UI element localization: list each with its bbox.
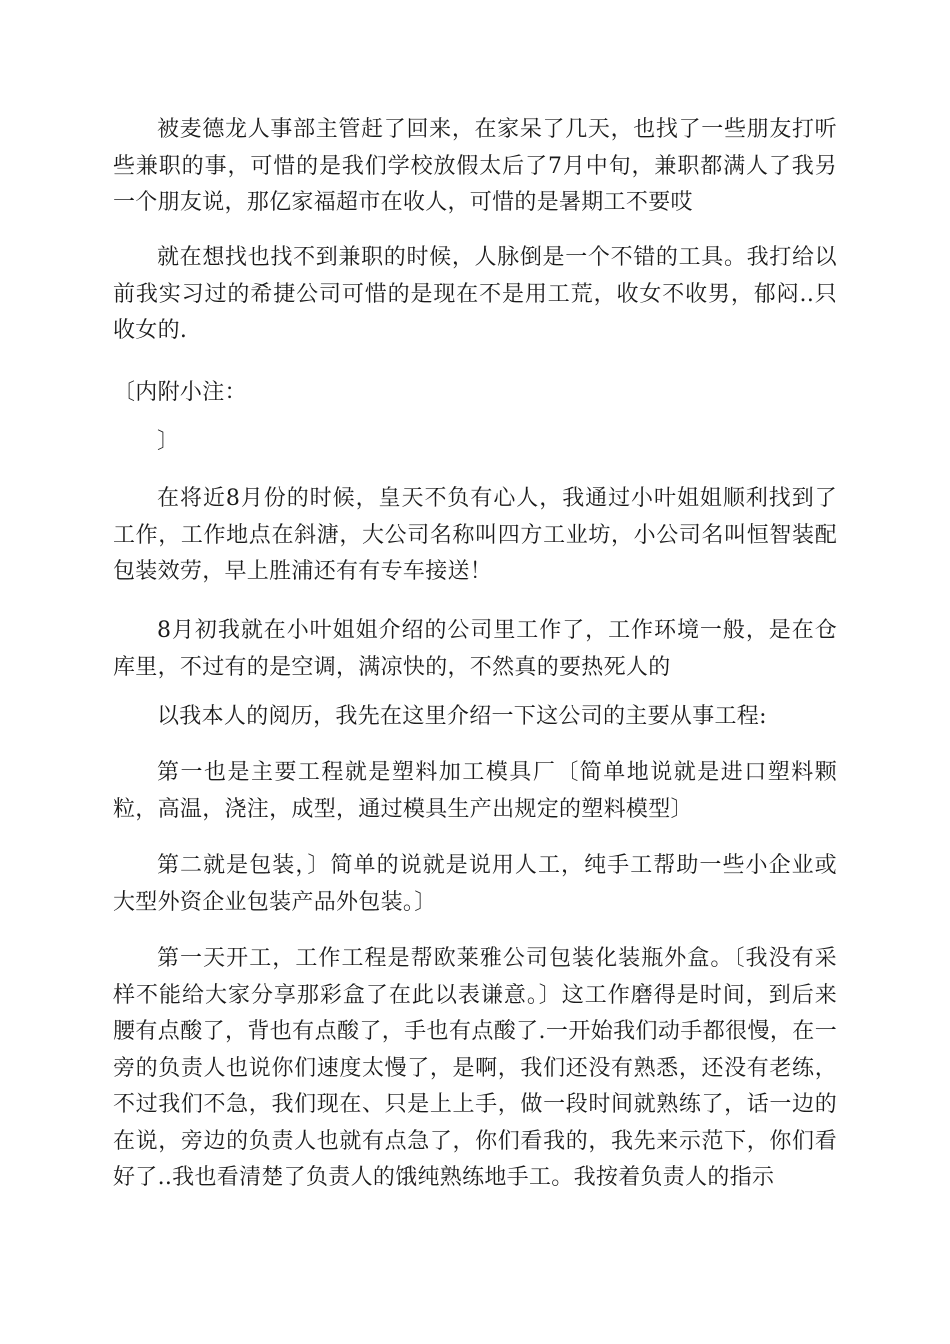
paragraph-2: 就在想找也找不到兼职的时候，人脉倒是一个不错的工具。我打给以前我实习过的希捷公司可惜的是现在不是用工荒，收女不收男，郁闷..只收女的. bbox=[113, 245, 837, 343]
paragraph-5: 在将近8月份的时候，皇天不负有心人，我通过小叶姐姐顺利找到了工作，工作地点在斜溏，大公司名称叫四方工业坊，小公司名叫恒智装配包装效劳，早上胜浦还有有专车接送！ bbox=[113, 486, 837, 584]
paragraph-3: 〔内附小注： bbox=[113, 380, 247, 405]
paragraph-6: 8月初我就在小叶姐姐介绍的公司里工作了，工作环境一般，是在仓库里，不过有的是空调，满凉快的，不然真的要热死人的 bbox=[113, 618, 837, 680]
paragraph-10: 第一天开工，工作工程是帮欧莱雅公司包装化装瓶外盒。〔我没有采样不能给大家分享那彩盒了在此以表谦意。〕这工作磨得是时间，到后来腰有点酸了，背也有点酸了，手也有点酸了.一开始我们动手都很慢，在一旁的负责人也说你们速度太慢了，是啊，我们还没有熟悉，还没有老练，不过我们不急，我们现在、只是上上手，做一段时间就熟练了，话一边的在说，旁边的负责人也就有点急了，你们看我的，我先来示范下，你们看好了..我也看清楚了负责人的饿纯熟练地手工。我按着负责人的指示 bbox=[113, 946, 837, 1190]
paragraph-7: 以我本人的阅历，我先在这里介绍一下这公司的主要从事工程: bbox=[157, 704, 767, 729]
paragraph-1: 被麦德龙人事部主管赶了回来，在家呆了几天，也找了一些朋友打听些兼职的事，可惜的是我们学校放假太后了7月中旬，兼职都满人了我另一个朋友说，那亿家福超市在收人，可惜的是暑期工不要哎 bbox=[113, 117, 837, 215]
paragraph-4: 〕 bbox=[157, 429, 180, 454]
paragraph-9: 第二就是包装，〕简单的说就是说用人工，纯手工帮助一些小企业或大型外资企业包装产品外包装。〕 bbox=[113, 853, 837, 915]
paragraph-8: 第一也是主要工程就是塑料加工模具厂〔简单地说就是进口塑料颗粒，高温，浇注，成型，通过模具生产出规定的塑料模型〕 bbox=[113, 760, 837, 822]
